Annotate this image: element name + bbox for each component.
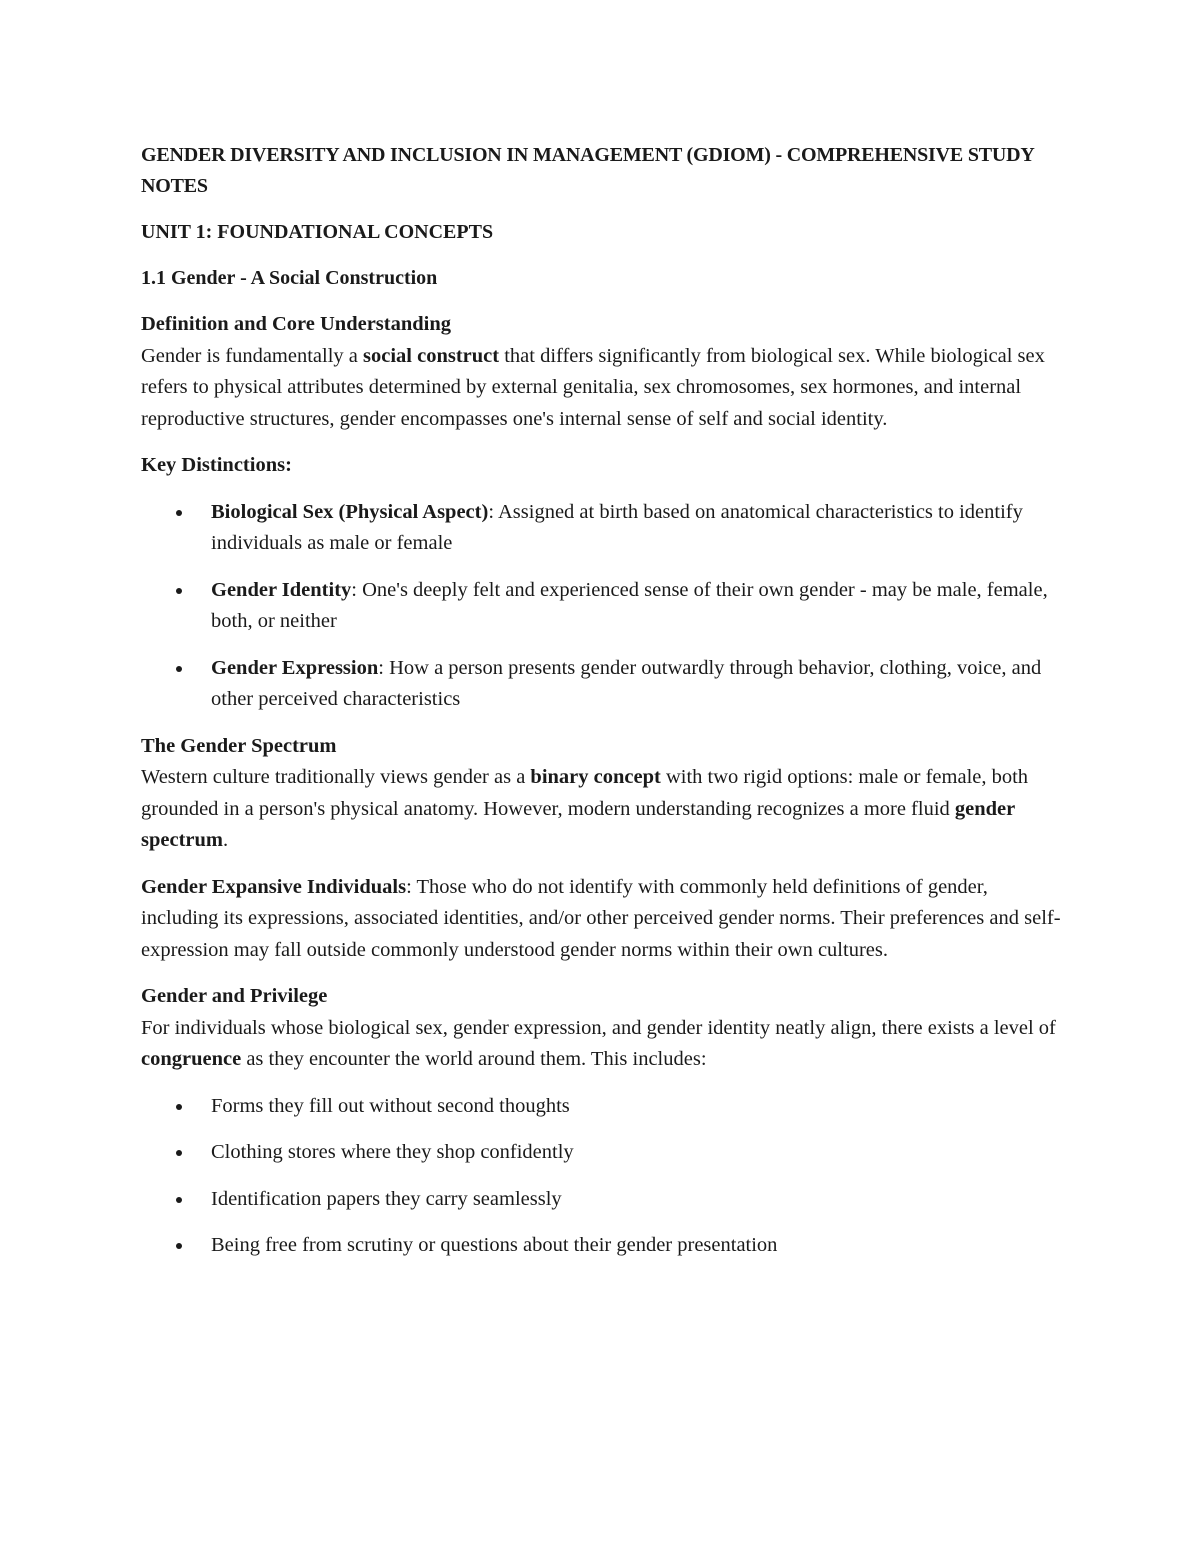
list-item-term: Gender Identity [211, 578, 352, 601]
privilege-text-2: as they encounter the world around them. This includes: [241, 1048, 707, 1070]
spectrum-heading: The Gender Spectrum [141, 734, 337, 757]
expansive-text: : Those who do not identify with commonly held definitions of gender, including its expressions, associated identities, and/or other perceived gender norms. Their preferences and self-expression may fall outside commonly understood gender norms within their own cultures. [141, 875, 1061, 961]
unit-heading: UNIT 1: FOUNDATIONAL CONCEPTS [141, 221, 494, 243]
list-item: Clothing stores where they shop confidently [211, 1137, 1061, 1169]
definition-text-1: Gender is fundamentally a [141, 344, 364, 367]
distinctions-heading [141, 450, 1061, 482]
list-item [211, 497, 1061, 560]
spectrum-text-2: with two rigid options: male or female, both grounded in a person's physical anatomy. However, modern understanding recognizes a more fluid [141, 766, 1029, 820]
list-item-text: : How a person presents gender outwardly through behavior, clothing, voice, and other perceived characteristics [211, 656, 1042, 710]
document-page [141, 140, 1061, 1277]
distinctions-heading-text: Key Distinctions: [141, 454, 292, 476]
list-item: Being free from scrutiny or questions about their gender presentation [211, 1230, 1061, 1262]
list-item-text: : One's deeply felt and experienced sense of their own gender - may be male, female, both, or neither [211, 578, 1048, 632]
expansive-paragraph [141, 872, 1061, 967]
privilege-heading: Gender and Privilege [141, 985, 328, 1007]
spectrum-paragraph [141, 731, 1061, 857]
expansive-term: Gender Expansive Individuals [141, 875, 407, 898]
definition-heading: Definition and Core Understanding [141, 313, 452, 335]
definition-paragraph [141, 309, 1061, 435]
distinctions-list [141, 497, 1061, 716]
list-item: Forms they fill out without second thoughts [211, 1091, 1061, 1123]
definition-text-2: that differs significantly from biological sex. While biological sex refers to physical attributes determined by external genitalia, sex chromosomes, sex hormones, and internal reproductive structures, gender encompasses one's internal sense of self and social identity. [141, 344, 1045, 430]
list-item-text: : Assigned at birth based on anatomical characteristics to identify individuals as male or female [211, 500, 1023, 554]
privilege-bold-1: congruence [141, 1048, 242, 1070]
definition-bold-1: social construct [363, 344, 500, 367]
privilege-list [141, 1091, 1061, 1262]
document-title: GENDER DIVERSITY AND INCLUSION IN MANAGEMENT (GDIOM) - COMPREHENSIVE STUDY NOTES [141, 144, 1034, 197]
list-item [211, 653, 1061, 716]
spectrum-text-3: . [222, 829, 229, 851]
section-heading: 1.1 Gender - A Social Construction [141, 267, 438, 289]
list-item-term: Gender Expression [211, 656, 379, 679]
spectrum-bold-1: binary concept [530, 766, 661, 788]
spectrum-bold-2: gender spectrum [141, 797, 1015, 851]
privilege-text-1: For individuals whose biological sex, gender expression, and gender identity neatly align, there exists a level of [141, 1016, 1056, 1039]
list-item: Identification papers they carry seamlessly [211, 1184, 1061, 1216]
spectrum-text-1: Western culture traditionally views gender as a [141, 766, 531, 788]
privilege-paragraph [141, 981, 1061, 1076]
list-item-term: Biological Sex (Physical Aspect) [211, 500, 489, 523]
list-item [211, 575, 1061, 638]
